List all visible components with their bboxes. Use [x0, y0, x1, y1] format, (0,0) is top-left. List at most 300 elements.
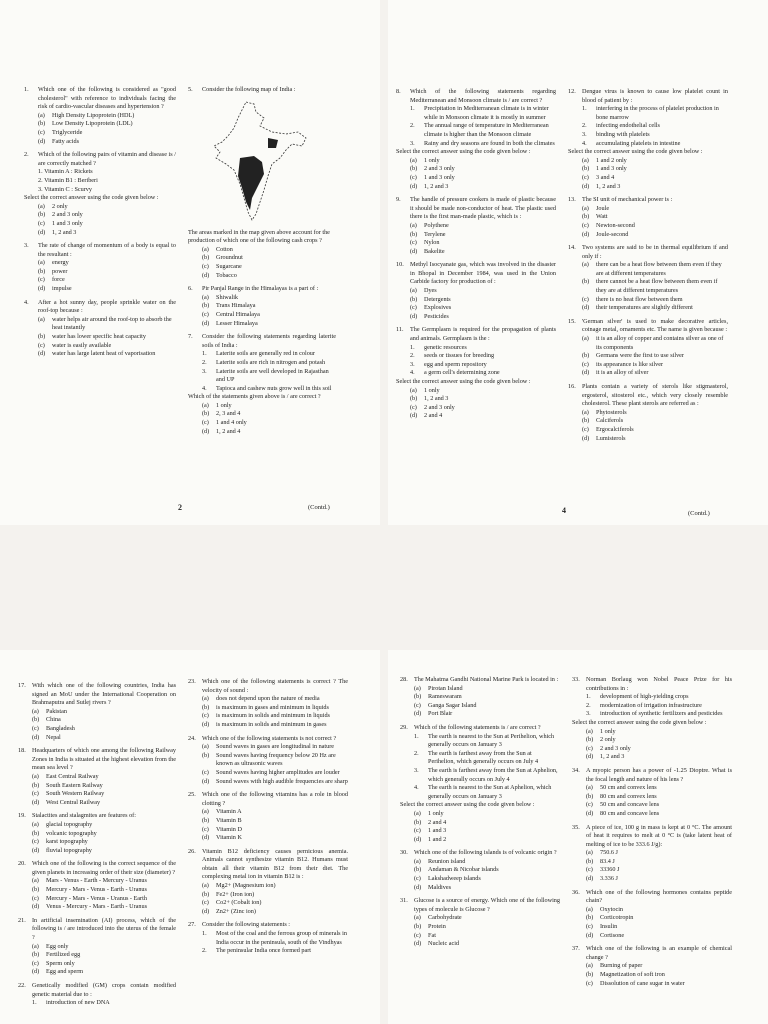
- option-text: 50 cm and concave lens: [600, 801, 660, 809]
- option-letter: (b): [582, 165, 590, 173]
- question-text: Consider the following map of India :: [202, 86, 296, 93]
- option-text: its appearance is like silver: [596, 360, 664, 368]
- answer-option: [414, 693, 560, 702]
- question-stem: [188, 86, 336, 95]
- option-text: 1 and 3 only: [424, 173, 455, 181]
- question-stem: [400, 724, 560, 733]
- statement-text: Rainy and dry seasons are found in both the climates: [424, 139, 555, 147]
- answer-option: [586, 793, 732, 802]
- question-35: [572, 824, 732, 884]
- option-text: Insulin: [600, 923, 618, 931]
- question-text: A myopic person has a power of -1.25 Dioptre. What is the focal length and nature of his lens ?: [586, 766, 732, 783]
- option-text: 750.6 J: [600, 849, 618, 857]
- question-number: 13.: [568, 196, 576, 204]
- question-stem: [188, 848, 348, 882]
- answer-option: [32, 734, 176, 743]
- answer-option: [202, 882, 348, 891]
- question-16: [568, 383, 728, 443]
- question-stem: [18, 812, 176, 821]
- answer-option: [414, 914, 560, 923]
- option-letter: (c): [32, 724, 39, 732]
- statement: [202, 947, 348, 956]
- option-text: Fat: [428, 931, 436, 939]
- statement-number: 3.: [410, 360, 415, 368]
- question-22: [18, 982, 176, 1008]
- question-text: The handle of pressure cookers is made of plastic because it should be made non-conductor of heat. The plastic used there is the first man-made plastic, which is :: [410, 196, 556, 221]
- answer-option: [414, 819, 560, 828]
- answer-option: [586, 801, 732, 810]
- question-text: Stalactites and stalagmites are features of:: [32, 812, 136, 820]
- question-number: 34.: [572, 766, 580, 774]
- answer-option: [586, 810, 732, 819]
- question-4: [24, 299, 176, 359]
- option-letter: (a): [414, 684, 421, 692]
- option-text: Terylene: [424, 230, 446, 238]
- statement-number: 4.: [202, 384, 207, 392]
- question-stem: [188, 285, 336, 294]
- option-text: Corticotropin: [600, 914, 634, 922]
- option-letter: (b): [202, 890, 210, 898]
- question-text: The SI unit of mechanical power is :: [582, 196, 673, 204]
- statement: [410, 344, 556, 353]
- statement-text: introduction of new DNA: [46, 999, 110, 1007]
- answer-option: [582, 426, 728, 435]
- answer-option: [202, 808, 348, 817]
- statement-number: 4.: [410, 369, 415, 377]
- answer-option: [586, 962, 732, 971]
- question-stem: [396, 326, 556, 343]
- statement-text: genetic resources: [424, 343, 467, 351]
- question-33: [572, 676, 732, 762]
- option-letter: (a): [202, 401, 209, 409]
- option-text: Nucleic acid: [428, 940, 460, 948]
- option-letter: (a): [414, 914, 421, 922]
- question-29: [400, 724, 560, 844]
- question-31: [400, 897, 560, 949]
- question-number: 31.: [400, 897, 408, 905]
- answer-option: [414, 710, 560, 719]
- answer-option: [582, 165, 728, 174]
- option-letter: (d): [582, 182, 590, 190]
- answer-option: [586, 728, 732, 737]
- question-text: Genetically modified (GM) crops contain modified genetic material due to :: [32, 982, 176, 998]
- question-stem: [18, 747, 176, 773]
- question-stem: [568, 383, 728, 409]
- statement-number: 2.: [586, 701, 591, 709]
- statement: [410, 122, 556, 139]
- answer-option: [582, 435, 728, 444]
- question-number: 9.: [396, 196, 401, 204]
- option-text: Egg and sperm: [46, 968, 84, 976]
- option-text: 2, 3 and 4: [216, 410, 241, 418]
- answer-option: [414, 875, 560, 884]
- question-2: [24, 151, 176, 237]
- option-text: Reunion island: [428, 857, 466, 865]
- option-text: water has lower specific heat capacity: [52, 333, 146, 341]
- question-7: [188, 333, 336, 436]
- answer-instruction: Select the correct answer using the code given below :: [400, 801, 535, 809]
- question-stem: [568, 244, 728, 261]
- statement-number: 1.: [582, 105, 587, 113]
- question-number: 6.: [188, 285, 193, 293]
- option-text: Fatty acids: [52, 137, 79, 145]
- question-text: Which one of the following islands is of volcanic origin ?: [414, 849, 557, 857]
- answer-option: [410, 239, 556, 248]
- option-text: Lumisterols: [596, 434, 626, 442]
- option-letter: (b): [582, 352, 590, 360]
- option-letter: (c): [32, 790, 39, 798]
- question-14: [568, 244, 728, 313]
- answer-option: [586, 753, 732, 762]
- option-text: Nylon: [424, 239, 440, 247]
- answer-option: [202, 263, 336, 272]
- option-letter: (d): [202, 271, 210, 279]
- statement: [410, 140, 556, 149]
- option-text: Cortisone: [600, 931, 625, 939]
- option-letter: (b): [202, 751, 210, 759]
- option-letter: (a): [38, 202, 45, 210]
- question-text: The Germplasm is required for the propagation of plants and animals. Germplasm is the :: [410, 326, 556, 343]
- statement-text: introduction of synthetic fertilizers and pesticides: [600, 710, 723, 718]
- option-letter: (b): [202, 410, 210, 418]
- option-text: 33360 J: [600, 866, 620, 874]
- option-text: Groundnut: [216, 254, 243, 262]
- answer-option: [38, 112, 176, 121]
- option-text: 1 and 2 only: [596, 156, 627, 164]
- option-text: 1 and 3 only: [596, 165, 627, 173]
- option-letter: (a): [410, 287, 417, 295]
- question-stem: [400, 676, 560, 685]
- option-text: Sound waves having higher amplitudes are louder: [216, 768, 340, 776]
- answer-option: [202, 311, 336, 320]
- option-letter: (c): [32, 838, 39, 846]
- option-letter: (d): [410, 312, 418, 320]
- match-pair: 1. Vitamin A : Rickets: [38, 168, 93, 176]
- question-stem: [18, 682, 176, 708]
- question-stem: [24, 242, 176, 259]
- statement-text: Laterite soils are rich in nitrogen and potash: [216, 358, 326, 366]
- option-letter: (c): [38, 276, 45, 284]
- answer-option: [410, 304, 556, 313]
- statement: [582, 122, 728, 131]
- option-text: Newton-second: [596, 221, 635, 229]
- answer-option: [414, 836, 560, 845]
- option-text: Mg2+ (Magnesium ion): [216, 882, 276, 890]
- option-text: Mars - Venus - Earth - Mercury - Uranus: [46, 877, 147, 885]
- statement: [410, 369, 556, 378]
- answer-instruction: Select the correct answer using the code given below :: [396, 378, 531, 385]
- option-text: 2 and 4: [428, 818, 447, 826]
- answer-option: [582, 231, 728, 240]
- answer-option: [414, 884, 560, 893]
- question-text: Which one of the following hormones contains peptide chain?: [586, 888, 732, 905]
- question-text-continued: The areas marked in the map given above account for the production of which one of the following cash crops ?: [188, 228, 330, 245]
- answer-option: [202, 743, 348, 752]
- option-text: fluvial topography: [46, 846, 92, 854]
- option-letter: (d): [410, 247, 418, 255]
- statement-number: 3.: [410, 139, 415, 147]
- option-letter: (d): [414, 940, 422, 948]
- question-number: 25.: [188, 791, 196, 799]
- option-text: Port Blair: [428, 710, 453, 718]
- question-number: 15.: [568, 317, 576, 325]
- answer-option: [582, 174, 728, 183]
- option-letter: (a): [38, 111, 45, 119]
- option-text: 1 and 4 only: [216, 419, 247, 427]
- answer-option: [414, 827, 560, 836]
- option-letter: (b): [414, 693, 422, 701]
- option-letter: (b): [32, 781, 40, 789]
- option-text: Ergocalciferols: [596, 425, 634, 433]
- option-letter: (b): [410, 165, 418, 173]
- answer-option: [414, 702, 560, 711]
- option-text: Pirotan Island: [428, 684, 463, 692]
- option-text: there can be a heat flow between them even if they are at different temperatures: [596, 261, 722, 277]
- answer-option: [586, 875, 732, 884]
- statement-text: a germ cell's determining zone: [424, 369, 500, 377]
- answer-option: [586, 971, 732, 980]
- answer-option: [410, 231, 556, 240]
- statement-text: The peninsular India once formed part: [216, 947, 312, 955]
- option-letter: (b): [582, 417, 590, 425]
- answer-option: [582, 335, 728, 352]
- option-letter: (c): [410, 304, 417, 312]
- option-text: 1, 2 and 3: [600, 753, 625, 761]
- question-15: [568, 318, 728, 378]
- option-text: Lesser Himalaya: [216, 319, 258, 327]
- answer-option: [202, 752, 348, 769]
- question-36: [572, 889, 732, 941]
- option-text: it is an alloy of silver: [596, 369, 649, 377]
- question-stem: [572, 889, 732, 906]
- question-number: 7.: [188, 333, 193, 341]
- answer-option: [582, 183, 728, 192]
- answer-instruction: Select the correct answer using the code given below :: [572, 718, 707, 726]
- option-text: Pesticides: [424, 312, 449, 320]
- option-text: 1 only: [216, 401, 232, 409]
- answer-option: [582, 157, 728, 166]
- question-text: Pir Panjal Range in the Himalayas is a part of :: [202, 285, 319, 293]
- question-stem: [24, 299, 176, 316]
- option-letter: (d): [38, 228, 46, 236]
- option-letter: (a): [586, 784, 593, 792]
- india-map: [206, 98, 316, 226]
- question-text: Which of the following statements is / are correct ?: [414, 723, 541, 731]
- question-number: 35.: [572, 823, 580, 831]
- question-stem: [396, 88, 556, 105]
- question-text: Which one of the following statements is not correct ?: [202, 734, 337, 742]
- option-letter: (d): [32, 798, 40, 806]
- statement: [202, 930, 348, 947]
- question-1: [24, 86, 176, 146]
- statement-text: Precipitation in Mediterranean climate is in winter while in Monsoon climate it is mostly in summer: [424, 105, 549, 121]
- option-letter: (b): [202, 254, 210, 262]
- answer-option: [38, 259, 176, 268]
- question-6: [188, 285, 336, 328]
- question-34: [572, 767, 732, 819]
- answer-option: [38, 211, 176, 220]
- option-letter: (a): [414, 857, 421, 865]
- option-text: Triglyceride: [52, 128, 83, 136]
- option-letter: (d): [582, 230, 590, 238]
- question-12: [568, 88, 728, 191]
- answer-option: [32, 790, 176, 799]
- answer-option: [32, 773, 176, 782]
- answer-option: [582, 304, 728, 313]
- question-stem: [568, 318, 728, 335]
- option-letter: (a): [38, 315, 45, 323]
- option-text: Sperm only: [46, 959, 75, 967]
- question-13: [568, 196, 728, 239]
- answer-option: [410, 313, 556, 322]
- option-text: Trans Himalaya: [216, 302, 256, 310]
- answer-option: [582, 261, 728, 278]
- question-stem: [188, 333, 336, 350]
- answer-option: [32, 960, 176, 969]
- option-text: Vitamin D: [216, 825, 242, 833]
- answer-option: [32, 951, 176, 960]
- answer-option: [414, 932, 560, 941]
- answer-option: [586, 784, 732, 793]
- option-letter: (d): [586, 931, 594, 939]
- option-letter: (a): [32, 772, 39, 780]
- answer-option: [32, 821, 176, 830]
- option-letter: (b): [582, 278, 590, 286]
- statement-number: 3.: [582, 130, 587, 138]
- option-text: Shiwalik: [216, 293, 239, 301]
- statement-text: The annual range of temperature in Mediterranean climate is higher than the Monsoon climate: [424, 122, 549, 138]
- answer-option: [32, 968, 176, 977]
- question-number: 22.: [18, 982, 26, 989]
- option-text: force: [52, 276, 65, 284]
- answer-option: [582, 369, 728, 378]
- question-text: Which one of the following is the correct sequence of the given planets in increasing order of their size (diameter) ?: [32, 860, 176, 876]
- option-text: Explosives: [424, 304, 452, 312]
- option-text: 1 only: [424, 156, 440, 164]
- question-text: The rate of change of momentum of a body is equal to the resultant :: [38, 242, 176, 258]
- option-letter: (a): [414, 809, 421, 817]
- option-text: Mercury - Mars - Venus - Earth - Uranus: [46, 886, 147, 894]
- question-28: [400, 676, 560, 719]
- question-text: Methyl Isocyanate gas, which was involved in the disaster in Bhopal in December 1984, was used in the Union Carbide factory for production of :: [410, 261, 556, 286]
- option-letter: (b): [586, 914, 594, 922]
- question-stem: [188, 735, 348, 744]
- option-text: Rameswaram: [428, 693, 462, 701]
- option-text: 2 only: [600, 736, 616, 744]
- answer-option: [32, 830, 176, 839]
- question-number: 10.: [396, 261, 404, 269]
- answer-option: [410, 222, 556, 231]
- option-letter: (d): [32, 846, 40, 854]
- question-stem: [572, 676, 732, 693]
- question-stem: [568, 196, 728, 205]
- question-18: [18, 747, 176, 807]
- answer-option: [202, 402, 336, 411]
- answer-option: [38, 220, 176, 229]
- option-letter: (a): [586, 962, 593, 970]
- answer-option: [410, 395, 556, 404]
- statement: [202, 350, 336, 359]
- option-text: Co2+ (Cobalt ion): [216, 899, 262, 907]
- statement-number: 3.: [586, 710, 591, 718]
- option-letter: (b): [32, 886, 40, 894]
- answer-option: [202, 769, 348, 778]
- question-text: Dengue virus is known to cause low platelet count in blood of patient by :: [582, 88, 728, 104]
- option-text: China: [46, 716, 61, 724]
- answer-option: [586, 866, 732, 875]
- option-letter: (c): [414, 827, 421, 835]
- option-text: Sugarcane: [216, 262, 242, 270]
- question-text: A piece of ice, 100 g in mass is kept at 0 °C. The amount of heat it requires to melt at 0 °C is (take latent heat of melting of ice to be 333.6 J/g):: [586, 823, 732, 848]
- statement-text: egg and sperm repository: [424, 360, 487, 368]
- option-text: Germans were the first to use silver: [596, 352, 684, 360]
- answer-option: [38, 333, 176, 342]
- statement: [586, 702, 732, 711]
- option-letter: (b): [414, 818, 422, 826]
- option-text: Maldives: [428, 883, 452, 891]
- match-pair: 2. Vitamin B1 : Beriberi: [38, 176, 98, 184]
- answer-option: [202, 834, 348, 843]
- question-20: [18, 860, 176, 912]
- option-letter: (d): [410, 182, 418, 190]
- option-letter: (c): [32, 894, 39, 902]
- option-text: Vitamin A: [216, 808, 242, 816]
- option-letter: (d): [38, 350, 46, 358]
- option-letter: (b): [586, 792, 594, 800]
- option-text: karst topography: [46, 838, 88, 846]
- option-text: Joule: [596, 204, 610, 212]
- option-letter: (c): [582, 173, 589, 181]
- answer-option: [586, 906, 732, 915]
- option-text: 2 only: [52, 202, 68, 210]
- question-8: [396, 88, 556, 191]
- question-5: [188, 86, 336, 280]
- lower-left-column-left: [18, 682, 176, 1013]
- option-text: 2 and 3 only: [600, 744, 631, 752]
- option-text: Protein: [428, 923, 446, 931]
- answer-option: [202, 419, 336, 428]
- answer-option: [414, 858, 560, 867]
- answer-option: [410, 387, 556, 396]
- option-text: power: [52, 267, 68, 275]
- answer-option: [32, 799, 176, 808]
- option-text: Cotton: [216, 245, 233, 253]
- option-letter: (b): [202, 302, 210, 310]
- option-letter: (b): [586, 857, 594, 865]
- question-stem: [24, 151, 176, 168]
- statement: [202, 368, 336, 385]
- option-text: their temperatures are slightly different: [596, 304, 693, 312]
- statement-number: 3.: [414, 766, 419, 774]
- question-number: 14.: [568, 244, 576, 252]
- contd-label: (Contd.): [688, 510, 710, 517]
- option-text: 1 and 2: [428, 835, 447, 843]
- page4-column-right: [568, 88, 728, 448]
- option-letter: (a): [202, 245, 209, 253]
- option-letter: (d): [414, 883, 422, 891]
- option-text: Egg only: [46, 942, 69, 950]
- option-text: 1, 2 and 3: [52, 228, 77, 236]
- answer-option: [202, 826, 348, 835]
- question-23: [188, 678, 348, 730]
- option-text: 2 and 3 only: [424, 165, 455, 173]
- answer-option: [202, 410, 336, 419]
- option-letter: (c): [582, 295, 589, 303]
- exam-page-lower-right: [388, 650, 768, 1024]
- statement-number: 1.: [410, 105, 415, 113]
- option-letter: (a): [582, 408, 589, 416]
- answer-option: [582, 361, 728, 370]
